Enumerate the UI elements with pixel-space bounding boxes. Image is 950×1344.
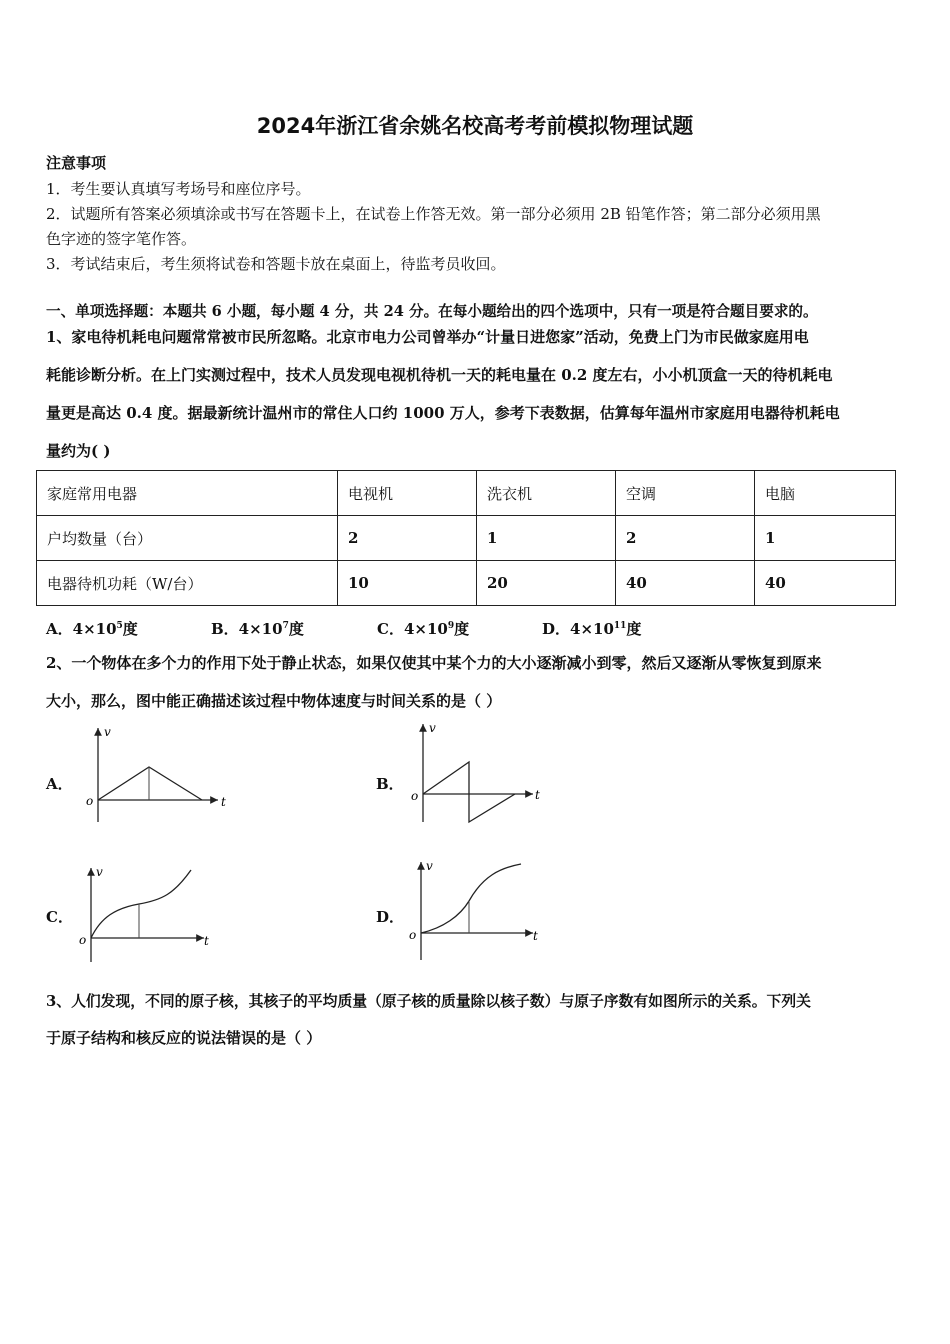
notice-item-1: 1．考生要认真填写考场号和座位序号。	[46, 180, 311, 198]
velocity-curve	[423, 762, 515, 822]
option-d-unit: 度	[626, 620, 642, 638]
o-label: o	[409, 928, 417, 942]
o-label: o	[411, 789, 419, 803]
graph-b	[405, 718, 565, 828]
velocity-curve	[421, 864, 521, 933]
graph-d	[405, 856, 565, 966]
velocity-curve	[91, 870, 191, 938]
table-cell: 电脑	[755, 471, 896, 516]
graph-a-label: A．	[46, 775, 73, 793]
q1-option-d	[542, 618, 641, 639]
table-header-row	[37, 471, 896, 516]
graph-c	[76, 862, 236, 967]
q1-line-4: 量约为( )	[46, 442, 111, 460]
table-cell: 洗衣机	[477, 471, 616, 516]
q1-line-2: 耗能诊断分析。在上门实测过程中，技术人员发现电视机待机一天的耗电量在 0.2 度左右，小小机顶盒一天的待机耗电	[46, 366, 833, 384]
q1-line-3: 量更是高达 0.4 度。据最新统计温州市的常住人口约 1000 万人，参考下表数据，估算每年温州市家庭用电器待机耗电	[46, 404, 840, 422]
q1-option-b	[211, 618, 304, 639]
table-cell: 家庭常用电器	[37, 471, 338, 516]
option-a-exponent: 5	[116, 621, 123, 631]
o-label: o	[79, 933, 87, 947]
q2-line-1: 2、一个物体在多个力的作用下处于静止状态，如果仅使其中某个力的大小逐渐减小到零，然后又逐渐从零恢复到原来	[46, 654, 822, 672]
table-cell: 电器待机功耗（W/台）	[37, 561, 338, 606]
table-cell: 2	[616, 516, 755, 561]
t-label: t	[533, 929, 538, 943]
q1-line-1: 1、家电待机耗电问题常常被市民所忽略。北京市电力公司曾举办“计量日进您家”活动，免费上门为市民做家庭用电	[46, 328, 809, 346]
v-label: v	[96, 865, 103, 879]
option-a-base: A．4×10	[46, 620, 117, 638]
table-cell: 10	[338, 561, 477, 606]
q1-option-a	[46, 618, 138, 639]
option-d-base: D．4×10	[542, 620, 614, 638]
v-label: v	[426, 859, 433, 873]
notice-item-3: 3．考试结束后，考生须将试卷和答题卡放在桌面上，待监考员收回。	[46, 255, 506, 273]
graph-c-label: C．	[46, 908, 73, 926]
table-cell: 电视机	[338, 471, 477, 516]
t-label: t	[535, 788, 540, 802]
option-b-base: B．4×10	[211, 620, 283, 638]
notice-item-2a: 2．试题所有答案必须填涂或书写在答题卡上，在试卷上作答无效。第一部分必须用 2B 铅笔作答；第二部分必须用黑	[46, 205, 821, 223]
q2-line-2: 大小，那么，图中能正确描述该过程中物体速度与时间关系的是（ ）	[46, 692, 502, 710]
table-cell: 户均数量（台）	[37, 516, 338, 561]
appliance-table	[36, 470, 896, 606]
graph-a	[80, 720, 240, 830]
table-cell: 2	[338, 516, 477, 561]
graph-b-label: B．	[376, 775, 404, 793]
t-label: t	[221, 795, 226, 809]
o-label: o	[86, 794, 94, 808]
v-label: v	[104, 725, 111, 739]
option-b-unit: 度	[288, 620, 304, 638]
option-d-exponent: 11	[613, 621, 627, 631]
table-row	[37, 516, 896, 561]
q3-line-1: 3、人们发现，不同的原子核，其核子的平均质量（原子核的质量除以核子数）与原子序数有如图所示的关系。下列关	[46, 993, 811, 1010]
velocity-curve	[98, 767, 202, 800]
table-cell: 空调	[616, 471, 755, 516]
notice-item-2b: 色字迹的签字笔作答。	[46, 230, 197, 248]
t-label: t	[204, 934, 209, 948]
table-row	[37, 561, 896, 606]
option-a-unit: 度	[122, 620, 138, 638]
option-b-exponent: 7	[282, 621, 289, 631]
option-c-exponent: 9	[447, 621, 455, 631]
table-cell: 1	[477, 516, 616, 561]
graph-d-label: D．	[376, 908, 405, 926]
notice-heading: 注意事项	[46, 154, 107, 172]
v-label: v	[429, 721, 436, 735]
section-heading: 一、单项选择题：本题共 6 小题，每小题 4 分，共 24 分。在每小题给出的四个选项中，只有一项是符合题目要求的。	[46, 303, 818, 320]
option-c-unit: 度	[454, 620, 470, 638]
q1-option-c	[377, 618, 469, 639]
page-title: 2024年浙江省余姚名校高考考前模拟物理试题	[256, 114, 694, 138]
q3-line-2: 于原子结构和核反应的说法错误的是（ ）	[46, 1029, 322, 1047]
table-cell: 1	[755, 516, 896, 561]
option-c-base: C．4×10	[377, 620, 448, 638]
table-cell: 40	[755, 561, 896, 606]
table-cell: 40	[616, 561, 755, 606]
table-cell: 20	[477, 561, 616, 606]
